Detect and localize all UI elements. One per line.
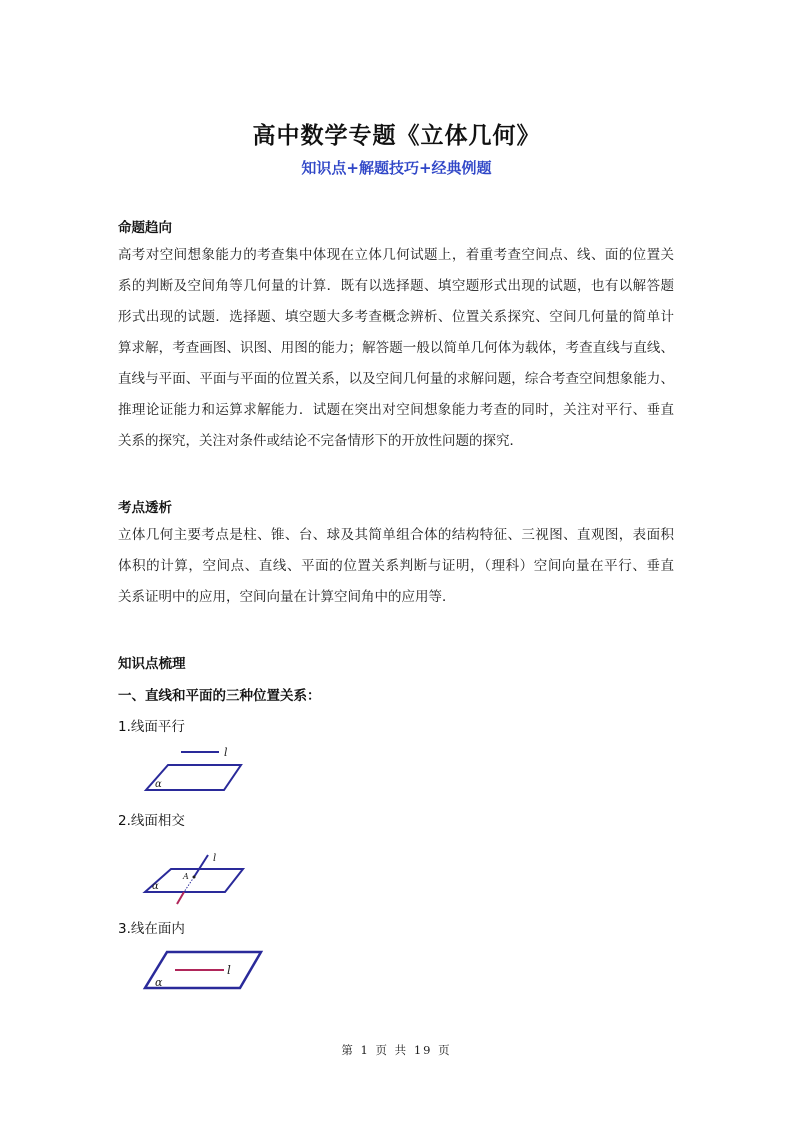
paragraph-line: 系的判断及空间角等几何量的计算．既有以选择题、填空题形式出现的试题，也有以解答题 (118, 278, 674, 294)
paragraph-line: 高考对空间想象能力的考查集中体现在立体几何试题上，着重考查空间点、线、面的位置关 (118, 247, 674, 263)
item-inplane-label: 3.线在面内 (118, 921, 185, 937)
paragraph-line: 关系证明中的应用，空间向量在计算空间角中的应用等． (118, 589, 456, 605)
line-label: l (213, 853, 217, 864)
document-title: 高中数学专题《立体几何》 (252, 123, 541, 149)
item-parallel-label: 1.线面平行 (118, 719, 185, 735)
paragraph-line: 体积的计算，空间点、直线、平面的位置关系判断与证明，（理科）空间向量在平行、垂直 (118, 558, 674, 574)
plane-alpha (145, 869, 243, 892)
paragraph-line: 算求解，考查画图、识图、用图的能力；解答题一般以简单几何体为载体，考查直线与直线、 (118, 340, 674, 356)
plane-label: α (152, 881, 159, 892)
plane-label: α (155, 779, 162, 790)
figure-line-intersect-plane (140, 850, 250, 910)
line-l-upper (194, 855, 208, 877)
figure-line-in-plane (140, 948, 270, 993)
paragraph-line: 立体几何主要考点是柱、锥、台、球及其简单组合体的结构特征、三视图、直观图，表面积 (118, 527, 674, 543)
figure-line-parallel-plane (140, 745, 250, 795)
paragraph-line: 关系的探究，关注对条件或结论不完备情形下的开放性问题的探究． (118, 433, 523, 449)
section-heading-analysis: 考点透析 (118, 500, 172, 516)
item-intersect-label: 2.线面相交 (118, 813, 185, 829)
line-label: l (224, 746, 228, 759)
line-l-lower (177, 892, 184, 904)
point-label: A (183, 872, 189, 881)
line-label: l (227, 963, 231, 977)
paragraph-line: 推理论证能力和运算求解能力．试题在突出对空间想象能力考查的同时，关注对平行、垂直 (118, 402, 674, 418)
paragraph-line: 直线与平面、平面与平面的位置关系，以及空间几何量的求解问题，综合考查空间想象能力、 (118, 371, 674, 387)
document-subtitle: 知识点+解题技巧+经典例题 (301, 159, 492, 177)
page-footer: 第 1 页 共 19 页 (341, 1043, 452, 1057)
paragraph-line: 形式出现的试题．选择题、填空题大多考查概念辨析、位置关系探究、空间几何量的简单计 (118, 309, 674, 325)
subheading-positions: 一、直线和平面的三种位置关系： (118, 688, 321, 704)
section-paragraph-trend (118, 240, 674, 457)
point-a (193, 876, 196, 879)
section-heading-knowledge: 知识点梳理 (118, 656, 186, 672)
section-paragraph-analysis (118, 520, 674, 613)
section-heading-trend: 命题趋向 (118, 220, 172, 236)
plane-label: α (155, 976, 163, 989)
